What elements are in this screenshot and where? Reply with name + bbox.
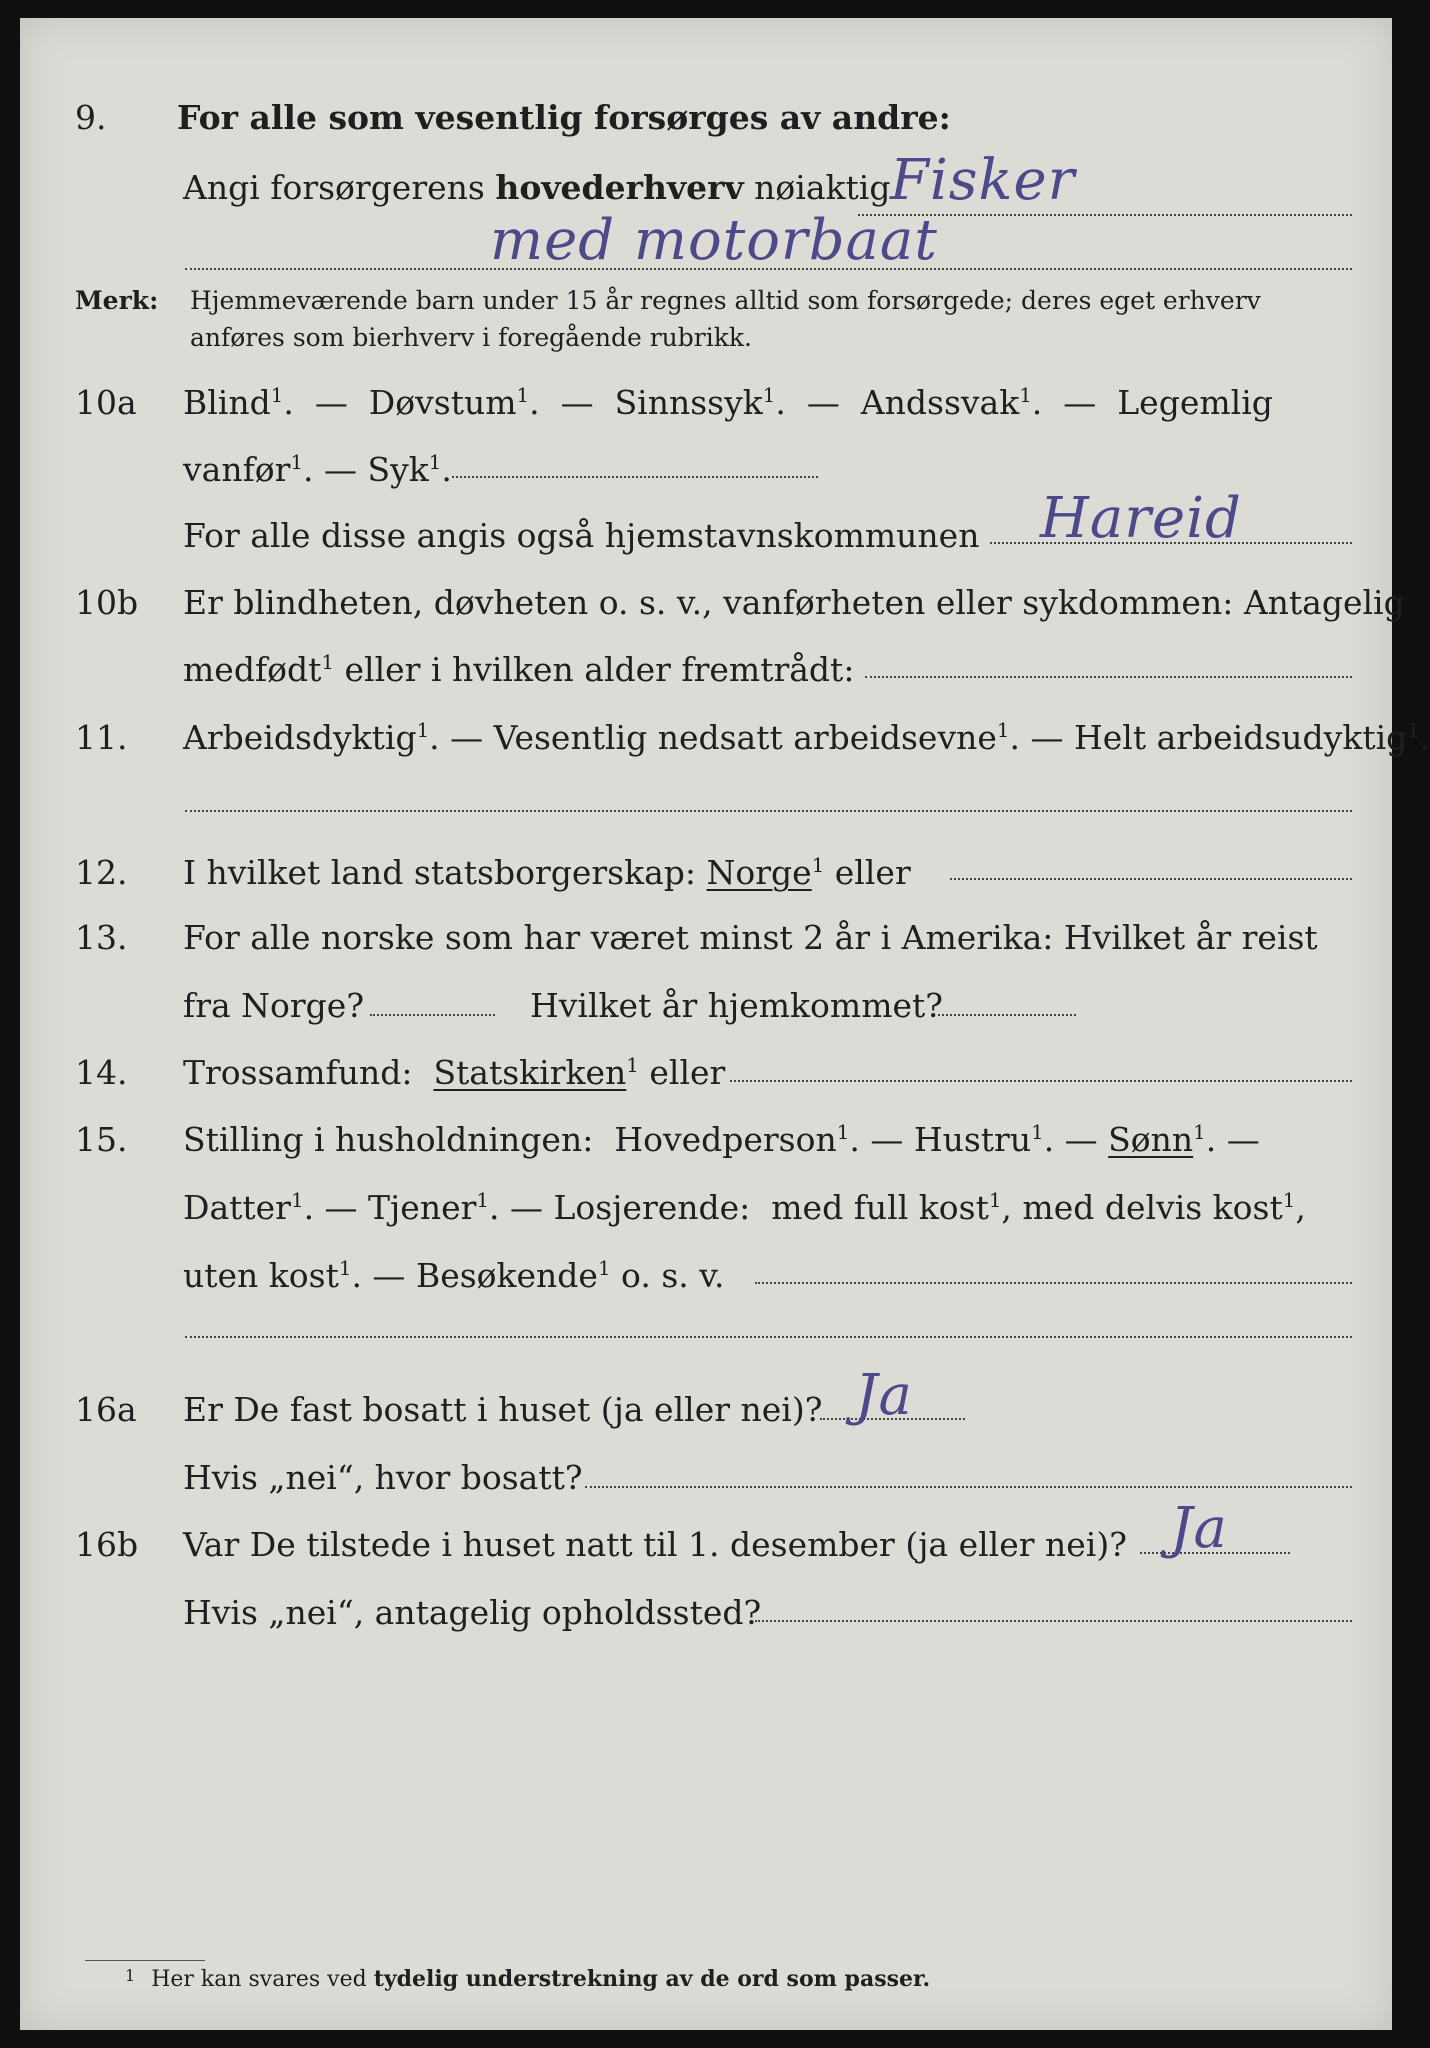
question-label: For alle disse angis også hjemstavnskommunen (183, 516, 980, 555)
item-number: 13. (75, 918, 128, 957)
item-number: 9. (75, 98, 107, 137)
item-number: 16b (75, 1525, 139, 1564)
question-text: medfødt$^1$ eller i hvilken alder fremtrådt: (183, 650, 855, 689)
question-label: Angi forsørgerens hovederhverv nøiaktig (183, 168, 891, 207)
handwritten-answer: Ja (855, 1363, 913, 1428)
question-text: Blind$^1$. — Døvstum$^1$. — Sinnssyk$^1$. — Andssvak$^1$. — Legemlig (183, 383, 1273, 422)
answer-line[interactable] (755, 1620, 1352, 1622)
item-number: 10a (75, 383, 137, 422)
handwritten-answer: Ja (1170, 1496, 1228, 1561)
question-text: Hvis „nei“, hvor bosatt? (183, 1458, 583, 1497)
handwritten-answer: Hareid (1040, 486, 1242, 551)
answer-line[interactable] (938, 1014, 1076, 1016)
answer-line[interactable] (585, 1486, 1352, 1488)
footnote: $^1$ Her kan svares ved tydelig understrekning av de ord som passer. (125, 1966, 931, 1992)
question-text: Arbeidsdyktig$^1$. — Vesentlig nedsatt arbeidsevne$^1$. — Helt arbeidsudyktig$^1$. (183, 718, 1430, 757)
question-text: For alle norske som har været minst 2 år i Amerika: Hvilket år reist (183, 918, 1318, 957)
question-text: Hvilket år hjemkommet? (530, 986, 943, 1025)
question-text: uten kost$^1$. — Besøkende$^1$ o. s. v. (183, 1256, 725, 1295)
item-number: 11. (75, 718, 128, 757)
handwritten-answer: med motorbaat (490, 208, 938, 273)
answer-line[interactable] (370, 1014, 495, 1016)
answer-line[interactable] (452, 476, 818, 478)
note-text: anføres som bierhverv i foregående rubrikk. (190, 323, 752, 352)
question-text: Datter$^1$. — Tjener$^1$. — Losjerende: med full kost$^1$, med delvis kost$^1$, (183, 1188, 1306, 1227)
answer-line[interactable] (185, 1336, 1352, 1338)
item-number: 15. (75, 1120, 128, 1159)
answer-line[interactable] (755, 1282, 1352, 1284)
question-text: Trossamfund: Statskirken$^1$ eller (183, 1053, 726, 1092)
question-text: I hvilket land statsborgerskap: Norge$^1$ eller (183, 853, 911, 892)
question-text: Hvis „nei“, antagelig opholdssted? (183, 1593, 762, 1632)
answer-line[interactable] (950, 878, 1352, 880)
question-text: Er blindheten, døvheten o. s. v., vanførheten eller sykdommen: Antagelig (183, 583, 1405, 622)
question-text: fra Norge? (183, 986, 365, 1025)
answer-line[interactable] (865, 676, 1352, 678)
question-heading: For alle som vesentlig forsørges av andre: (177, 98, 951, 137)
question-text: Er De fast bosatt i huset (ja eller nei)? (183, 1390, 823, 1429)
footnote-rule (85, 1960, 205, 1961)
handwritten-answer: Fisker (890, 148, 1076, 213)
note-label: Merk: (75, 286, 159, 315)
answer-line[interactable] (730, 1080, 1352, 1082)
item-number: 12. (75, 853, 128, 892)
question-text: Var De tilstede i huset natt til 1. desember (ja eller nei)? (183, 1525, 1127, 1564)
item-number: 16a (75, 1390, 137, 1429)
question-text: vanfør$^1$. — Syk$^1$. (183, 450, 452, 489)
item-number: 10b (75, 583, 139, 622)
item-number: 14. (75, 1053, 128, 1092)
note-text: Hjemmeværende barn under 15 år regnes alltid som forsørgede; deres eget erhverv (190, 286, 1261, 315)
census-form-page (20, 18, 1430, 2030)
answer-line[interactable] (185, 810, 1352, 812)
question-text: Stilling i husholdningen: Hovedperson$^1$. — Hustru$^1$. — Sønn$^1$. — (183, 1120, 1260, 1159)
